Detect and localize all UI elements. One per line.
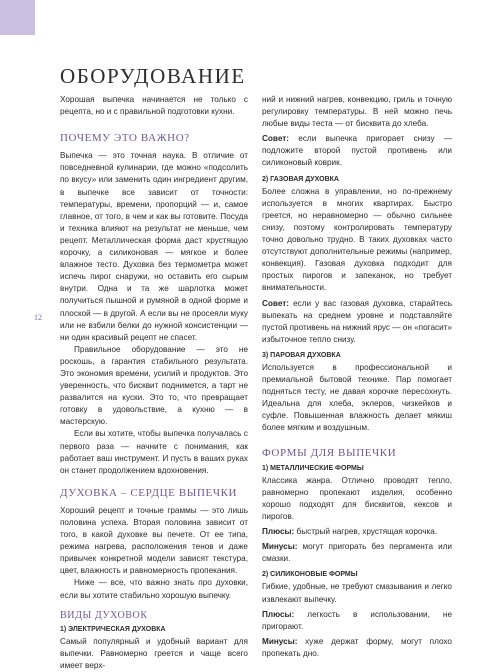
- metal-plus-text: быстрый нагрев, хрустящая корочка.: [294, 527, 438, 537]
- why-paragraph-3: Если вы хотите, чтобы выпечка получалась с первого раза — начните с понимания, как работает ваш инструмент. И пусть в ваших руках он станет продолжением вдохновения.: [60, 429, 248, 475]
- advice-1-text: если выпечка пригорает снизу — подложите второй пустой противень или силиконовый коврик.: [262, 134, 452, 168]
- silicone-plus-label: Плюсы:: [262, 609, 295, 619]
- advice-2: [262, 298, 452, 346]
- oven-paragraph-2: Ниже — все, что важно знать про духовки, если вы хотите стабильно хорошую выпечку.: [60, 578, 248, 600]
- gas-oven-text: Более сложна в управлении, но по-прежнему используется в многих квартирах. Быстро греется, но неравномерно — обычно сильнее снизу, поэтому контролировать температуру точно довольно трудно. В таких духовках часто отсутствуют дополнительные режимы (например, конвекция). Газовая духовка подходит для простых пирогов и запеканок, но требует внимательности.: [262, 186, 452, 293]
- intro-paragraph: Хорошая выпечка начинается не только с рецепта, но и с правильной подготовки кухни.: [60, 95, 248, 117]
- corner-accent: [0, 0, 35, 35]
- advice-1: [262, 133, 452, 169]
- advice-1-label: Совет:: [262, 134, 290, 144]
- metal-forms-title: 1) МЕТАЛЛИЧЕСКИЕ ФОРМЫ: [262, 464, 364, 472]
- why-paragraph-1: Выпечка — это точная наука. В отличие от повседневной кулинарии, где можно «подсолить по вкусу» или заменить один ингредиент другим, в выпечке все зависит от точности: температуры, времени, пропорций — и, самое главное, от того, в чем и как вы готовите. Посуда и техника влияют на результат не меньше, чем рецепт. Металлическая форма даст хрустящую корочку, а силиконовая — мягкое и более влажное тесто. Духовка без термометра может испечь пирог снаружи, но оставить его сырым внутри. Одна и та же шарлотка может получиться пышной и румяной в одной форме и плоской — в другой. А если вы не просеяли муку или не взбили белки до нужной консистенции — ни один красивый рецепт не спасет.: [60, 151, 248, 342]
- silicone-minus-text: хуже держат форму, могут плохо пропекать дно.: [262, 636, 452, 658]
- metal-plus-label: Плюсы:: [262, 527, 295, 537]
- silicone-forms-plus: [262, 609, 452, 633]
- steam-oven-title: 3) ПАРОВАЯ ДУХОВКА: [262, 351, 341, 359]
- silicone-forms-text: Гибкие, удобные, не требуют смазывания и легко извлекают выпечку.: [262, 582, 452, 604]
- silicone-minus-label: Минусы:: [262, 636, 298, 646]
- electric-oven-text-continued: ний и нижний нагрев, конвекцию, гриль и точную регулировку температуры. В ней можно печь любые виды теста — от бисквита до хлеба.: [262, 95, 452, 129]
- advice-2-label: Совет:: [262, 298, 290, 308]
- silicone-forms-title: 2) СИЛИКОНОВЫЕ ФОРМЫ: [262, 571, 358, 579]
- steam-oven-text: Используется в профессиональной и премиальной бытовой технике. Пар помогает подняться тесту, не давая корочке пересохнуть. Идеальна для хлеба, эклеров, чизкейков и суфле. Повышенная влажность делает мякиш более мягким и воздушным.: [262, 362, 452, 433]
- electric-oven-title: 1) ЭЛЕКТРИЧЕСКАЯ ДУХОВКА: [60, 625, 166, 633]
- metal-forms-plus: [262, 526, 452, 538]
- metal-minus-label: Минусы:: [262, 542, 298, 552]
- why-heading: ПОЧЕМУ ЭТО ВАЖНО?: [60, 132, 190, 145]
- right-column: [262, 94, 452, 660]
- metal-forms-text: Классика жанра. Отлично проводят тепло, равномерно пропекают изделия, особенно хорошо подходят для бисквитов, кексов и пирогов.: [262, 475, 452, 521]
- oven-types-heading: ВИДЫ ДУХОВОК: [60, 609, 148, 621]
- baking-forms-heading: ФОРМЫ ДЛЯ ВЫПЕЧКИ: [262, 446, 397, 459]
- oven-heading: ДУХОВКА – СЕРДЦЕ ВЫПЕЧКИ: [60, 486, 238, 499]
- metal-forms-minus: [262, 541, 452, 565]
- why-paragraph-2: Правильное оборудование — это не роскошь, а гарантия стабильного результата. Это экономия времени, усилий и продуктов. Это уверенность, что бисквит поднимется, а тарт не развалится на куски. Это то, что превращает готовку в удовольствие, а кухню — в мастерскую.: [60, 344, 248, 427]
- gas-oven-title: 2) ГАЗОВАЯ ДУХОВКА: [262, 175, 339, 183]
- left-column: [60, 94, 248, 672]
- page-title: ОБОРУДОВАНИЕ: [60, 64, 246, 88]
- page-number: 12: [34, 313, 42, 322]
- silicone-forms-minus: [262, 636, 452, 660]
- metal-minus-text: могут пригорать без пергамента или смазки.: [262, 542, 452, 564]
- advice-2-text: если у вас газовая духовка, старайтесь выпекать на среднем уровне и подставляйте пустой противень на нижний ярус — он «погасит» избыточное тепло снизу.: [262, 298, 452, 344]
- silicone-plus-text: легкость в использовании, не пригорают.: [262, 609, 452, 631]
- oven-paragraph-1: Хороший рецепт и точные граммы — это лишь половина успеха. Вторая половина зависит от того, в какой духовке вы печете. От ее типа, режима нагрева, расположения тенов и даже привычек конкретной модели зависят текстура, цвет, влажность и равномерность пропекания.: [60, 505, 248, 576]
- electric-oven-text: Самый популярный и удобный вариант для выпечки. Равномерно греется и чаще всего имеет верх-: [60, 636, 248, 671]
